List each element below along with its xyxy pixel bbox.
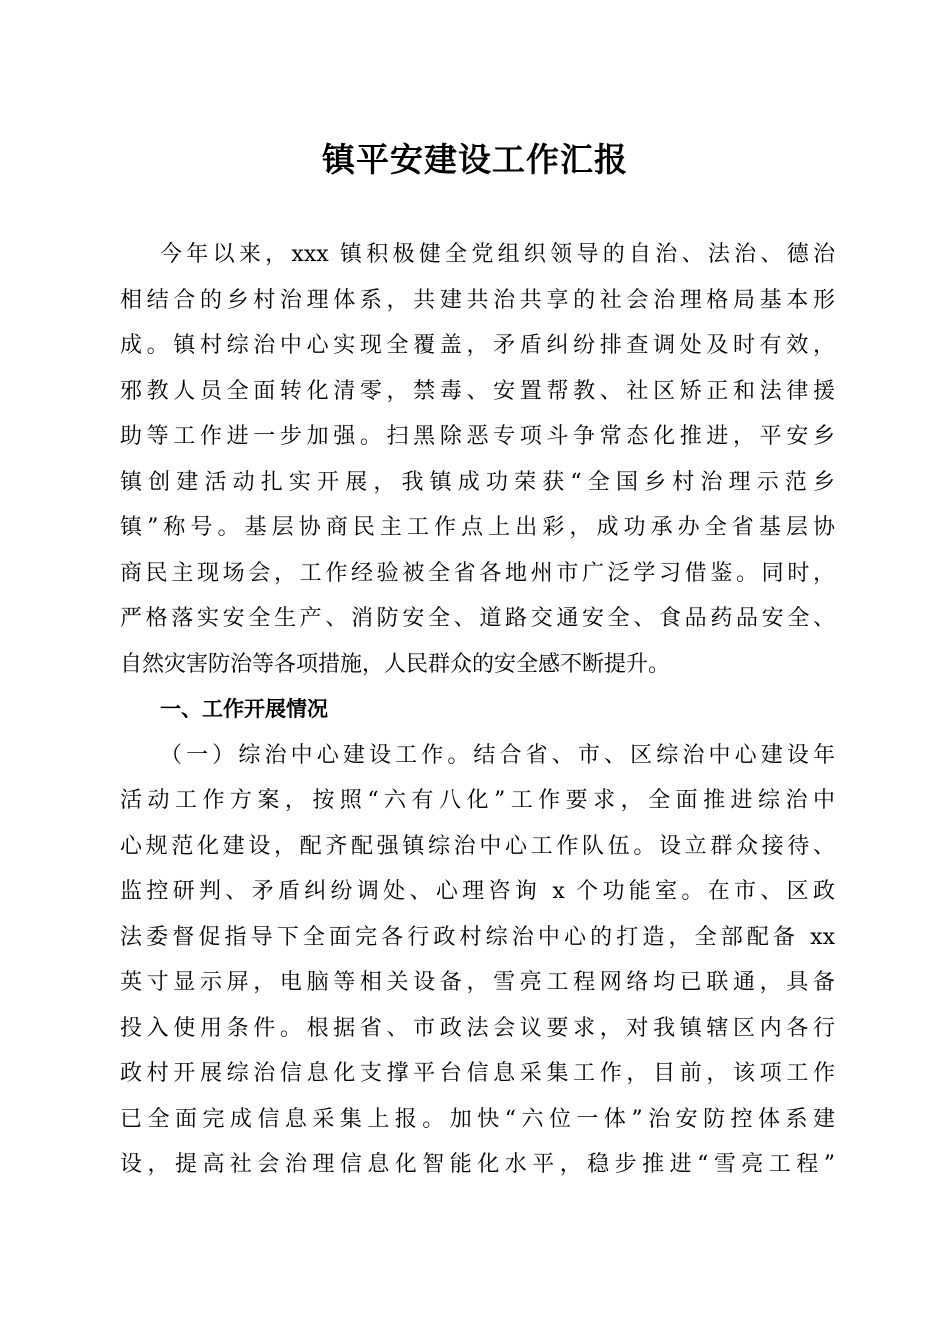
document-body (120, 232, 835, 1188)
intro-line: 镇”称号。基层协商民主工作点上出彩，成功承办全省基层协 (120, 515, 835, 540)
intro-line: 商民主现场会，工作经验被全省各地州市广泛学习借鉴。同时， (120, 560, 835, 586)
section-line: 法委督促指导下全面完各行政村综治中心的打造，全部配备 xx (120, 924, 835, 950)
intro-line: 成。镇村综治中心实现全覆盖，矛盾纠纷排查调处及时有效， (120, 333, 835, 358)
intro-line: 相结合的乡村治理体系，共建共治共享的社会治理格局基本形 (120, 287, 835, 313)
intro-line: 自然灾害防治等各项措施，人民群众的安全感不断提升。 (120, 651, 671, 677)
section-line: 心规范化建设，配齐配强镇综治中心工作队伍。设立群众接待、 (120, 833, 835, 859)
document-title: 镇平安建设工作汇报 (322, 140, 628, 179)
section-heading: 一、工作开展情况 (160, 697, 328, 721)
intro-line: 严格落实安全生产、消防安全、道路交通安全、食品药品安全、 (120, 606, 835, 631)
section-line: 已全面完成信息采集上报。加快“六位一体”治安防控体系建 (120, 1106, 835, 1132)
section-line: 活动工作方案，按照“六有八化”工作要求，全面推进综治中 (120, 788, 835, 813)
section-line: 英寸显示屏，电脑等相关设备，雪亮工程网络均已联通，具备 (120, 970, 835, 995)
intro-line: 镇创建活动扎实开展，我镇成功荣获“全国乡村治理示范乡 (120, 469, 835, 495)
intro-line: 今年以来，xxx 镇积极健全党组织领导的自治、法治、德治 (160, 242, 835, 267)
section-line: 政村开展综治信息化支撑平台信息采集工作，目前，该项工作 (120, 1061, 835, 1086)
intro-line: 邪教人员全面转化清零，禁毒、安置帮教、社区矫正和法律援 (120, 378, 835, 404)
section-line: （一）综治中心建设工作。结合省、市、区综治中心建设年 (160, 742, 835, 768)
section-line: 投入使用条件。根据省、市政法会议要求，对我镇辖区内各行 (120, 1015, 835, 1041)
section-line: 监控研判、矛盾纠纷调处、心理咨询 x 个功能室。在市、区政 (120, 879, 835, 904)
intro-line: 助等工作进一步加强。扫黑除恶专项斗争常态化推进，平安乡 (120, 424, 835, 449)
section-line: 设，提高社会治理信息化智能化水平，稳步推进“雪亮工程” (120, 1152, 835, 1177)
